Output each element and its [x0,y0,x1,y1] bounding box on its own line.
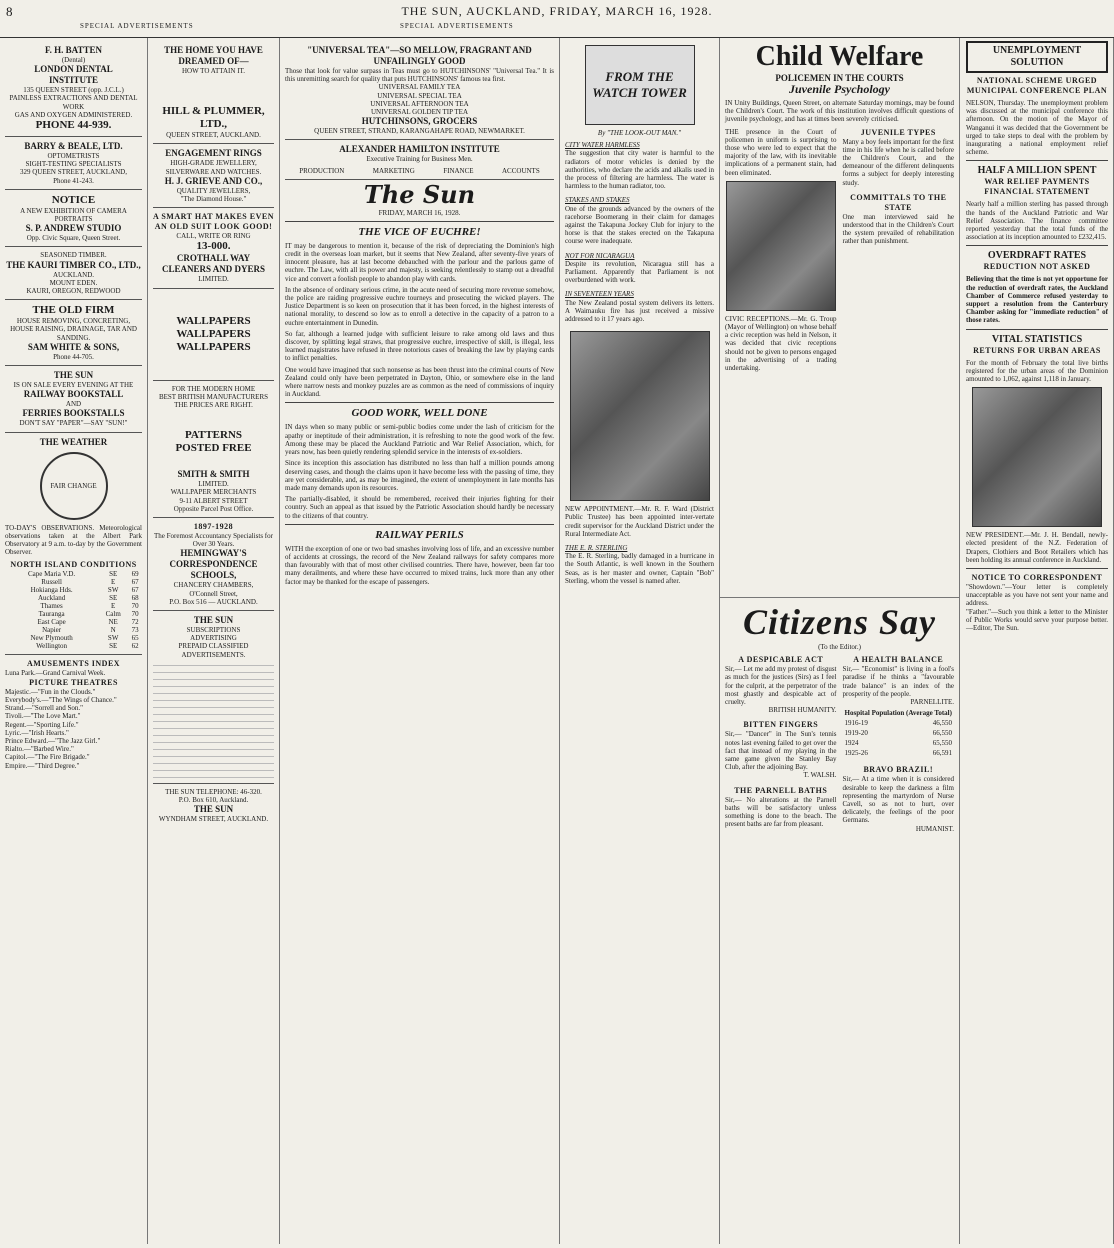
station-name: East Cape [37,618,66,627]
table-cell-value: 65,550 [932,739,952,748]
list-item: Rialto.—"Barbed Wire." [5,745,74,754]
list-item: Regent.—"Sporting Life." [5,720,79,729]
station-temp: 68 [131,594,139,603]
citizens-say-section: Citizens Say (To the Editor.) A DESPICABLE ACT Sir,— Let me add my protest of disgust as much for the justices (Sirs) as I feel for the culprit, at the perpetrator of the most ghastly and despicable act of cruelty. BRITISH HUMANITY. BITTEN FINGERS Sir,— "Dancer" in The Sun's tennis notes last evening failed to get over the fact that instead of my playing in the same game given the Stanley Bay Club, after the adjoining Bay. T. WALSH. THE PARNELL BATHS Sir,— No alterations at the Parnell baths will be satisfactory unless something is done to the beach. The present baths are far from pleasant. A HEALTH BALANCE Sir,— "Economist" is living in a fool's paradise if he thinks a "favourable trade balance" is an index of the prosperity of the people. PARNELLITE. Hospital Population (Average Total) 1916-19 46,550 1919-20 66,550 1924 65,550 1925-26 66,591 BRAVO BRAZIL! Sir,— At a time when it is considered desirable to keep the darkness a film representing the martyrdom of Nurse Cavell, so as not to hurt, over delicately, the feelings of the poor Germans. HUMANIST. [720,598,960,1244]
station-temp: 73 [131,626,139,635]
ad-sun-bookstall: THE SUN IS ON SALE EVERY EVENING AT THE RAILWAY BOOKSTALL AND FERRIES BOOKSTALLS DON'T SAY "PAPER"—SAY "SUN!" [5,366,142,433]
station-temp: 70 [131,610,139,619]
headline-notice-correspondent: NOTICE TO CORRESPONDENT [971,573,1103,583]
column-watch-tower: FROM THE WATCH TOWER By "THE LOOK-OUT MAN." CITY WATER HARMLESS The suggestion that city water is harmful to the radiators of motor vehicles is denied by the authorities, who declare the acids and alkalis used in the process of filtering are harmless. The water is harmless to the human radiator, too. STAKES AND STAKES One of the grounds advanced by the owners of the racehorse Boomerang in their claim for damages against the Takapuna Jockey Club for injury to the horse is that the stakes erected on the Takapuna course were inadequate. NOT FOR NICARAGUA Despite its revolution, Nicaragua still has a Parliament. Apparently that Parliament is not overburdened with work. IN SEVENTEEN YEARS The New Zealand postal system delivers its letters. A Waimauku fire has just received a missive addressed to it 17 years ago. NEW APPOINTMENT.—Mr. R. F. Ward (District Public Trustee) has been appointed inter-vertate credit supervisor for the Auckland District under the Rural Intermediate Act. THE E. R. STERLING The E. R. Sterling, badly damaged in a hurricane in the South Atlantic, is well known in the Southern Seas, as is her master and owner, Captain "Bob" Sterling, whom the vessel is named after. [560,38,720,1244]
station-wind: SE [109,570,118,579]
headline-half-million: HALF A MILLION SPENT [977,165,1097,177]
weather-section: THE WEATHER FAIR CHANGE TO-DAY'S OBSERVATIONS. Meteorological observations taken at the Albert Park Observatory at 9 a.m. to-day by the Government Observer. NORTH ISLAND CONDITIONS Cape Maria V.D. SE 69 Russell E 67 Hokianga Hds. SW 67 Auckland SE 68 Thames E 70 Tauranga Calm 70 East Cape NE 72 Napier N 73 New Plymouth SW 65 Wellington SE 62 [5,433,142,656]
ad-hamilton-institute: ALEXANDER HAMILTON INSTITUTE Executive Training for Business Men. PRODUCTION MARKETING FINANCE ACCOUNTS [285,140,554,179]
sun-contact: THE SUN TELEPHONE: 46-320. P.O. Box 610, Auckland. THE SUN WYNDHAM STREET, AUCKLAND. [158,787,269,824]
editorial-title-euchre: THE VICE OF EUCHRE! [358,225,481,238]
list-item: Majestic.—"Fun in the Clouds." [5,687,96,696]
hospital-population-table [843,717,955,759]
section-label-mid: SPECIAL ADVERTISEMENTS [400,22,514,30]
portrait-photo-bendall [972,387,1102,527]
citizens-say-title: Citizens Say [742,602,937,642]
station-name: Thames [40,602,63,611]
station-temp: 67 [131,578,139,587]
ad-andrew-studio: NOTICE A NEW EXHIBITION OF CAMERA PORTRAITS S. P. ANDREW STUDIO Opp. Civic Square, Queen Street. [5,190,142,248]
page-number: 8 [6,4,13,19]
station-wind: SE [109,594,118,603]
station-row [5,570,142,578]
station-wind: Calm [105,610,121,619]
masthead-line: THE SUN, AUCKLAND, FRIDAY, MARCH 16, 1928. [401,4,713,18]
station-row [5,586,142,594]
picture-theatre-list [5,688,142,770]
table-cell-year: 1916-19 [844,719,868,728]
portrait-photo-troup [726,181,836,311]
headline-overdraft: OVERDRAFT RATES [987,250,1087,262]
station-row [5,610,142,618]
station-temp: 67 [131,586,139,595]
station-temp: 65 [131,634,139,643]
list-item: UNIVERSAL SPECIAL TEA [377,91,462,100]
editorial-title-railway: RAILWAY PERILS [375,528,464,541]
station-row [5,626,142,634]
list-item: Capitol.—"The Fire Brigade." [5,753,90,762]
list-item: UNIVERSAL FAMILY TEA [378,83,461,92]
subscription-fine-print [153,659,274,779]
station-name: Napier [42,626,62,635]
section-label-left: SPECIAL ADVERTISEMENTS [80,22,194,30]
ad-batten: F. H. BATTEN (Dental) LONDON DENTAL INSTITUTE 135 QUEEN STREET (opp. J.C.L.) PAINLESS EXTRACTIONS AND DENTAL WORK GAS AND OXYGEN ADMINISTERED. PHONE 44-939. [5,41,142,137]
ad-old-firm: THE OLD FIRM HOUSE REMOVING, CONCRETING, HOUSE RAISING, DRAINAGE, TAR AND SANDING. SAM WHITE & SONS, Phone 44-705. [5,300,142,366]
station-name: Wellington [36,642,68,651]
station-name: Hokianga Hds. [30,586,73,595]
weather-barometer-icon: FAIR CHANGE [40,452,108,520]
station-row [5,634,142,642]
station-name: Cape Maria V.D. [28,570,76,579]
ad-wallpapers: WALLPAPERS WALLPAPERS WALLPAPERS [153,289,274,381]
list-item: UNIVERSAL GOLDEN TIP TEA [370,108,469,117]
table-cell-year: 1925-26 [844,749,868,758]
page-header [0,0,1114,38]
station-wind: E [111,602,116,611]
child-welfare-title: Child Welfare [755,41,924,72]
station-name: Tauranga [38,610,65,619]
station-wind: N [110,626,116,635]
station-name: Auckland [37,594,66,603]
table-cell-value: 46,550 [932,719,952,728]
table-row [845,739,953,747]
column-child-welfare: Child Welfare POLICEMEN IN THE COURTS Juvenile Psychology IN Unity Buildings, Queen Street, on alternate Saturday mornings, may be found the Children's Court. The work of this institution involves difficult questions of juvenile psychology, and has at times been severely criticised. THE presence in the Court of policemen in uniform is surprising to those who were led to expect that the majority of the law, with its inevitable implications of a permanent stain, had been eliminated. CIVIC RECEPTIONS.—Mr. G. Troup (Mayor of Wellington) on whose behalf a civic reception was held in Nelson, it was decided that civic receptions should not be given to persons engaged in the advertising of a trading undertaking. JUVENILE TYPES Many a boy feels important for the first time in his life when he is called before the Children's Court, and the demeanour of the different delinquents forms a subject for deeply interesting study. COMMITTALS TO THE STATE One man interviewed said he understood that in the Children's Court the system prevailed of rehabilitation rather than punishment. [720,38,960,598]
table-row [845,749,953,757]
sun-subscriptions: THE SUN SUBSCRIPTIONS ADVERTISING PREPAID CLASSIFIED ADVERTISEMENTS. [153,611,274,784]
headline-vital-statistics: VITAL STATISTICS [991,333,1083,345]
station-row [5,578,142,586]
watch-tower-logo: FROM THE WATCH TOWER [585,45,695,125]
station-wind: SW [107,634,119,643]
portrait-photo-ward [570,331,710,501]
column-advertisements-2 [148,38,280,1244]
edition-date: FRIDAY, MARCH 16, 1928. [378,208,461,217]
table-row [845,719,953,727]
table-cell-year: 1924 [844,739,859,748]
tea-grade-list [285,83,554,116]
station-temp: 69 [131,570,139,579]
ad-grieve-rings: ENGAGEMENT RINGS HIGH-GRADE JEWELLERY, SILVERWARE AND WATCHES. H. J. GRIEVE AND CO., QUALITY JEWELLERS, "The Diamond House." [153,144,274,208]
list-item: Tivoli.—"The Love Mart." [5,712,81,721]
editorial-title-good-work: GOOD WORK, WELL DONE [351,407,488,420]
station-row [5,618,142,626]
station-name: New Plymouth [30,634,73,643]
ad-crothall-cleaners: A SMART HAT MAKES EVEN AN OLD SUIT LOOK GOOD! CALL, WRITE OR RING 13-000. CROTHALL WAY CLEANERS AND DYERS LIMITED. [153,208,274,288]
list-item: Strand.—"Sorrell and Son." [5,704,84,713]
station-temp: 70 [131,602,139,611]
ad-smith-smith: FOR THE MODERN HOME BEST BRITISH MANUFACTURERS THE PRICES ARE RIGHT. PATTERNS POSTED FREE SMITH & SMITH LIMITED. WALLPAPER MERCHANTS 9-11 ALBERT STREET Opposite Parcel Post Office. [153,381,274,518]
the-sun-masthead: The Sun [363,179,476,209]
station-temp: 62 [131,642,139,651]
station-row [5,594,142,602]
station-wind: SE [109,642,118,651]
list-item: Empire.—"Third Degree." [5,761,80,770]
station-name: Russell [41,578,62,587]
list-item: UNIVERSAL AFTERNOON TEA [370,99,469,108]
list-item: Everybody's.—"The Wings of Chance." [5,695,117,704]
table-row [845,729,953,737]
station-wind: SW [107,586,119,595]
list-item: Prince Edward.—"The Jazz Girl." [5,736,101,745]
headline-unemployment: UNEMPLOYMENT SOLUTION [966,41,1108,73]
column-editorial: "UNIVERSAL TEA"—SO MELLOW, FRAGRANT AND UNFAILINGLY GOOD Those that look for value surpass in Teas must go to HUTCHINSONS' "Universal Tea." It is this unremitting search for quality that puts HUTCHINSONS' famous tea first. UNIVERSAL FAMILY TEA UNIVERSAL SPECIAL TEA UNIVERSAL AFTERNOON TEA UNIVERSAL GOLDEN TIP TEA HUTCHINSONS, GROCERS QUEEN STREET, STRAND, KARANGAHAPE ROAD, NEWMARKET. ALEXANDER HAMILTON INSTITUTE Executive Training for Business Men. PRODUCTION MARKETING FINANCE ACCOUNTS The Sun FRIDAY, MARCH 16, 1928. THE VICE OF EUCHRE! IT may be dangerous to mention it, because of the risk of depreciating the Dominion's high credit in the overseas loan market, but it seems that New Zealand, after seventy-five years of innocent pleasure, has at last become debauched with the parlour and the parlous game of euchre. The Law, with all its power and majesty, is seeking relentlessly to stamp out a dreadful vice and convert a foolish people to abandon play with cards. In the absence of ordinary serious crime, in the acute need of securing more revenue somehow, the police are raiding progressive euchre tourneys and prosecuting the wicked players. The Justice Department is so keen on prosecution that it has been forced, in the highest interests of national morality, to descend so low as to enroll a detective in the capacity of a patron to a euchre entertainment in Dunedin. So far, although a learned judge with sufficient leisure to rake among old laws and thus discover, by splitting legal straws, that progressive euchre, irrespective of skill, is illegal, less learned magistrates have refused in three notorious cases of breaking the law by playing cards to inflict penalties. One would have imagined that such nonsense as has been thrust into the criminal courts of New Zealand could only have been perpetrated in Dayton, Ohio, or somewhere else in the land where narrow nests and monkey puzzles are as common as the need of commissions of inquiry in Auckland. GOOD WORK, WELL DONE IN days when so many public or semi-public bodies come under the lash of criticism for the apathy or ineptitude of their administration, it is refreshing to note the good work of the few. Among these may be placed the Auckland Patriotic and War Relief Association, which, for years now, has been quietly rendering splendid service in the interests of ex-soldiers. Since its inception this association has distributed no less than half a million pounds among deserving cases, and though the claims upon it have become less with the passing of time, they are yet considerable, and, as may be imagined, the extent of unemployment in late months has made many demands upon its resources. The partially-disabled, it should be remembered, received their injuries fighting for their country. Such an appeal as that issued by the Patriotic Association should hardly be necessary to the citizens of that country. RAILWAY PERILS WITH the exception of one or two bad smashes involving loss of life, and an excessive number of accidents at crossings, the record of the New Zealand railways for safety compares more than favourably with that of most other civilised countries. There have, however, been far too many derailments, and where these have occurred to mixed trains, luck more than any other factor may be thanked for the escape of passengers. [280,38,560,1244]
byline: By "THE LOOK-OUT MAN." [597,129,682,137]
ad-universal-tea: "UNIVERSAL TEA"—SO MELLOW, FRAGRANT AND UNFAILINGLY GOOD Those that look for value surpass in Teas must go to HUTCHINSONS' "Universal Tea." It is this unremitting search for quality that puts HUTCHINSONS' famous tea first. UNIVERSAL FAMILY TEA UNIVERSAL SPECIAL TEA UNIVERSAL AFTERNOON TEA UNIVERSAL GOLDEN TIP TEA HUTCHINSONS, GROCERS QUEEN STREET, STRAND, KARANGAHAPE ROAD, NEWMARKET. [285,41,554,140]
list-item: Lyric.—"Irish Hearts." [5,728,69,737]
station-wind: E [111,578,116,587]
station-row [5,602,142,610]
ad-hemingway: 1897-1928 The Foremost Accountancy Specialists for Over 30 Years. HEMINGWAY'S CORRESPONDENCE SCHOOLS, CHANCERY CHAMBERS, O'Connell Street, P.O. Box 516 — AUCKLAND. [153,518,274,611]
station-wind: NE [108,618,118,627]
ad-barry-beale: BARRY & BEALE, LTD. OPTOMETRISTS SIGHT-TESTING SPECIALISTS 329 QUEEN STREET, AUCKLAND, Phone 41-243. [5,137,142,190]
table-cell-year: 1919-20 [844,729,868,738]
ad-hill-plummer: THE HOME YOU HAVE DREAMED OF— HOW TO ATTAIN IT. HILL & PLUMMER, LTD., QUEEN STREET, AUCKLAND. [153,41,274,144]
table-cell-value: 66,550 [932,729,952,738]
column-advertisements-1 [0,38,148,1244]
column-news-right: UNEMPLOYMENT SOLUTION NATIONAL SCHEME URGED MUNICIPAL CONFERENCE PLAN NELSON, Thursday. The unemployment problem was discussed at the municipal conference this afternoon. On the motion of the Mayor of Wanganui it was decided that the Government be urged to take steps to deal with the problem by inaugurating a national employment relief scheme. HALF A MILLION SPENT WAR RELIEF PAYMENTS FINANCIAL STATEMENT Nearly half a million sterling has passed through the hands of the Auckland Patriotic and War Relief Association. The finance committee reported yesterday that the total funds of the association at its inception amounted to £232,415. OVERDRAFT RATES REDUCTION NOT ASKED Believing that the time is not yet opportune for the reduction of overdraft rates, the Auckland Chamber of Commerce refused yesterday to support a resolution from the Canterbury Chamber asking for "immediate reduction" of those rates. VITAL STATISTICS RETURNS FOR URBAN AREAS For the month of February the total live births registered for the urban areas of the Dominion amounted to 1,062, against 1,118 in January. NEW PRESIDENT.—Mr. J. H. Bendall, newly-elected president of the N.Z. Federation of Drapers, Clothiers and Boot Retailers which has been holding its annual conference in Auckland. NOTICE TO CORRESPONDENT "Showdown."—Your letter is completely unacceptable as you have not sent your name and address. "Father."—Such you think a letter to the Minister of Public Works would serve your purpose better.—Editor, The Sun. [960,38,1114,1244]
table-cell-value: 66,591 [932,749,952,758]
amusements-index: AMUSEMENTS INDEX Luna Park.—Grand Carnival Week. PICTURE THEATRES Majestic.—"Fun in the Clouds." Everybody's.—"The Wings of Chance." Strand.—"Sorrell and Son." Tivoli.—"The Love Mart." Regent.—"Sporting Life." Lyric.—"Irish Hearts." Prince Edward.—"The Jazz Girl." Rialto.—"Barbed Wire." Capitol.—"The Fire Brigade." Empire.—"Third Degree." [5,655,142,773]
station-temp: 72 [131,618,139,627]
weather-station-table [5,570,142,650]
ad-kauri-timber: SEASONED TIMBER. THE KAURI TIMBER CO., LTD., AUCKLAND. MOUNT EDEN. KAURI, OREGON, REDWOOD [5,247,142,300]
station-row [5,642,142,650]
